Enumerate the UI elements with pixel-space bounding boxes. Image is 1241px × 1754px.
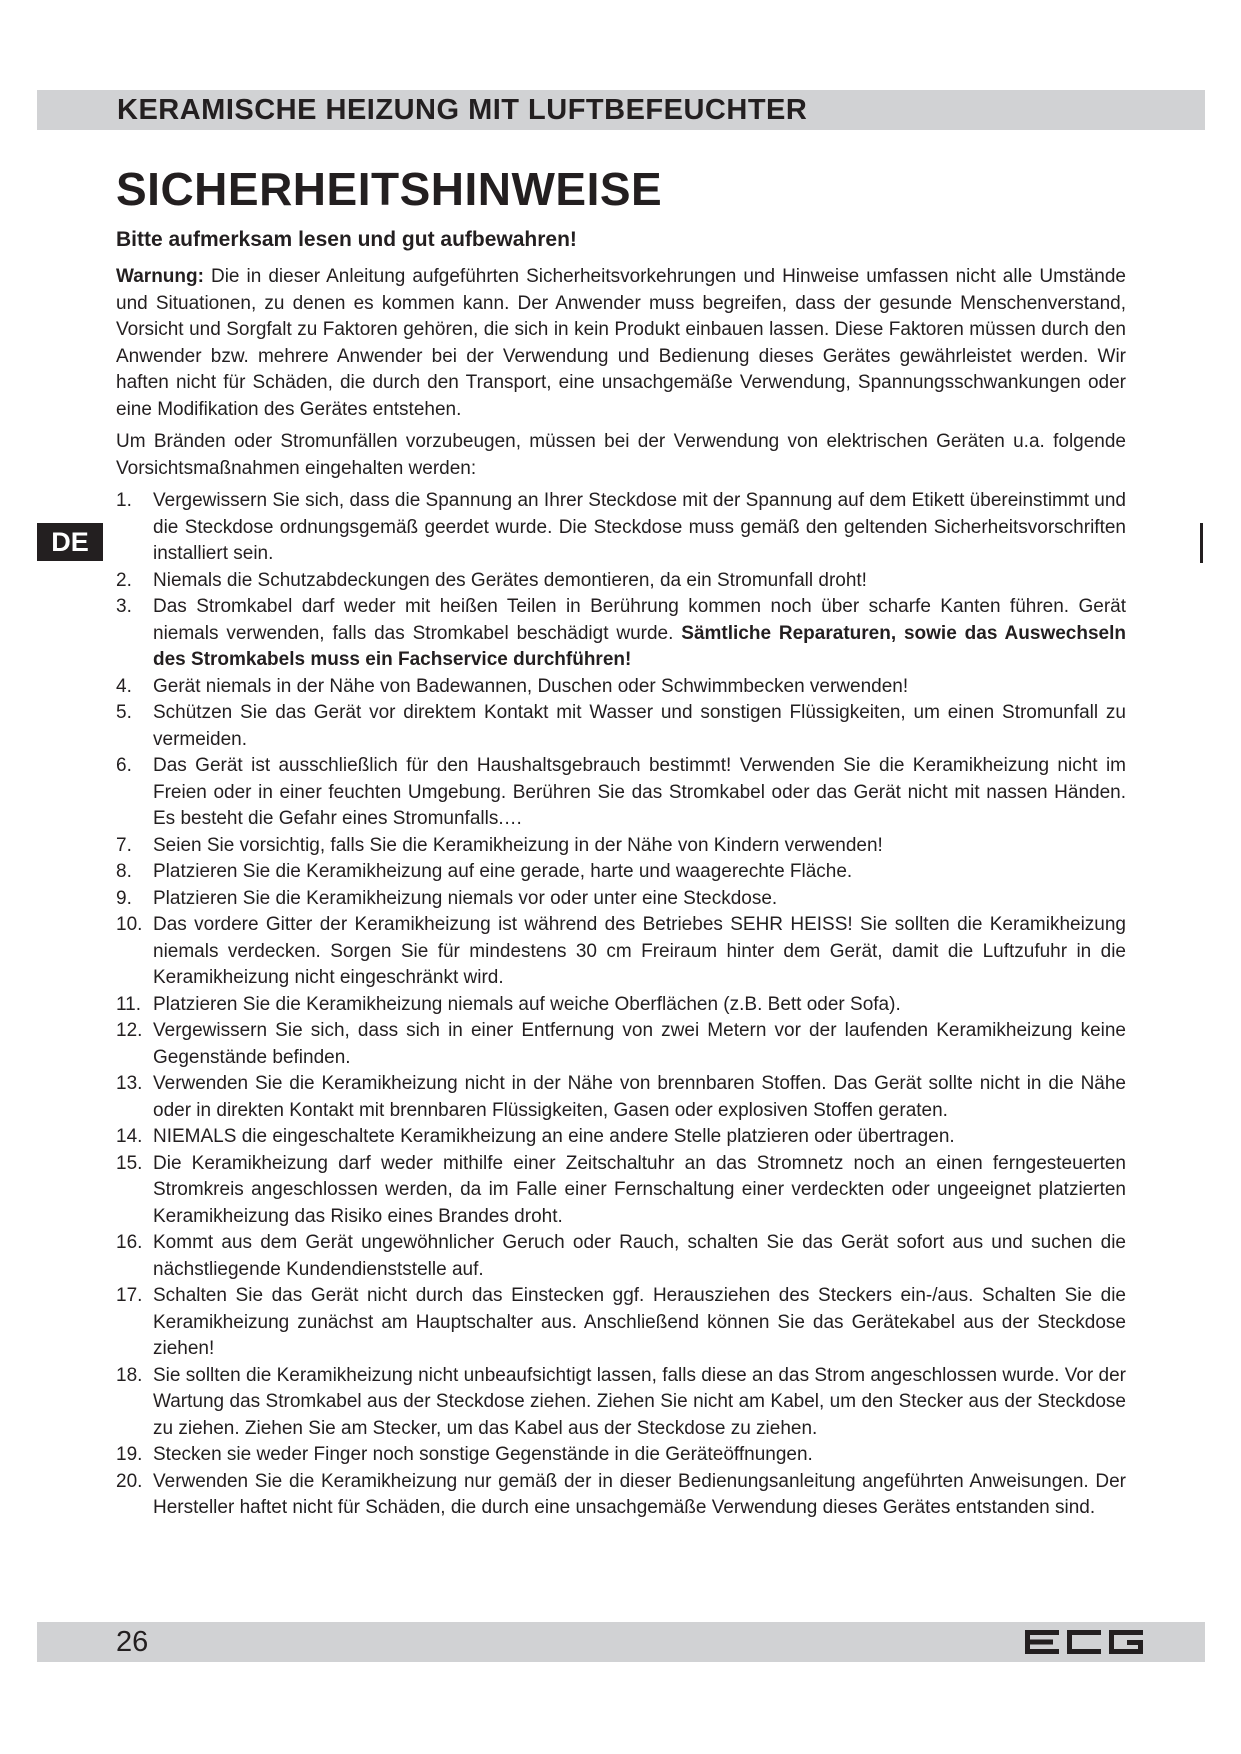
list-item-number: 17. — [116, 1285, 143, 1306]
list-item — [116, 1151, 1126, 1231]
list-item — [116, 1230, 1126, 1283]
list-item-text: Schalten Sie das Gerät nicht durch das Einstecken ggf. Herausziehen des Steckers ein-/aus. Schalten Sie die Keramikheizung zunächst am Hauptschalter aus. Anschließend können Sie das Gerätekabel aus der Steckdose ziehen! — [153, 1285, 1126, 1359]
list-item-text: Stecken sie weder Finger noch sonstige Gegenstände in die Geräteöffnungen. — [153, 1444, 813, 1465]
safety-rules-list — [116, 488, 1126, 1522]
list-item — [116, 1363, 1126, 1443]
content-body — [116, 264, 1126, 1522]
warning-text: Die in dieser Anleitung aufgeführten Sicherheitsvorkehrungen und Hinweise umfassen nicht alle Umstände und Situationen, zu denen es kommen kann. Der Anwender muss begreifen, dass der gesunde Menschenverstand, Vorsicht und Sorgfalt zu Faktoren gehören, die sich in kein Produkt einbauen lassen. Diese Faktoren müssen durch den Anwender bzw. mehrere Anwender bei der Verwendung und Bedienung dieses Gerätes gewährleistet werden. Wir haften nicht für Schäden, die durch den Transport, eine unsachgemäße Verwendung, Spannungsschwankungen oder eine Modifikation des Gerätes entstehen. — [116, 266, 1126, 420]
list-item-text: NIEMALS die eingeschaltete Keramikheizung an eine andere Stelle platzieren oder übertragen. — [153, 1126, 955, 1147]
list-item — [116, 594, 1126, 674]
warning-paragraph — [116, 264, 1126, 423]
list-item — [116, 1442, 1126, 1469]
list-item-number: 3. — [116, 596, 132, 617]
list-item-number: 6. — [116, 755, 132, 776]
list-item-text: Gerät niemals in der Nähe von Badewannen, Duschen oder Schwimmbecken verwenden! — [153, 675, 909, 697]
list-item-number: 15. — [116, 1152, 143, 1174]
page-edge-marker — [1200, 523, 1203, 563]
list-item-text: Sie sollten die Keramikheizung nicht unbeaufsichtigt lassen, falls diese an das Strom angeschlossen wurde. Vor der Wartung das Stromkabel aus der Steckdose ziehen. Ziehen Sie nicht am Kabel, um den Stecker aus der Steckdose zu ziehen. Ziehen Sie am Stecker, um das Kabel aus der Steckdose zu ziehen. — [153, 1364, 1126, 1439]
list-item-text: Verwenden Sie die Keramikheizung nur gemäß der in dieser Bedienungsanleitung angeführten Anweisungen. Der Hersteller haftet nicht für Schäden, die durch eine unsachgemäße Verwendung dieses Gerätes entstanden sind. — [153, 1470, 1126, 1518]
list-item-number: 10. — [116, 914, 143, 935]
list-item-number: 19. — [116, 1444, 143, 1465]
list-item — [116, 700, 1126, 753]
list-item — [116, 1283, 1126, 1363]
list-item — [116, 859, 1126, 886]
list-item — [116, 1469, 1126, 1522]
list-item-number: 7. — [116, 834, 132, 856]
list-item-number: 12. — [116, 1020, 143, 1041]
list-item — [116, 488, 1126, 568]
list-item-bold-text: Sämtliche Reparaturen, sowie das Auswechseln des Stromkabels muss ein Fachservice durchführen! — [153, 622, 1126, 670]
list-item-text: Die Keramikheizung darf weder mithilfe einer Zeitschaltuhr an das Stromnetz noch an einen ferngesteuerten Stromkreis angeschlossen werden, da im Falle einer Fernschaltung einer verdeckten oder ungeeignet platzierten Keramikheizung das Risiko eines Brandes droht. — [153, 1152, 1126, 1227]
page-number: 26 — [116, 1626, 149, 1658]
list-item — [116, 568, 1126, 595]
list-item-text: Schützen Sie das Gerät vor direktem Kontakt mit Wasser und sonstigen Flüssigkeiten, um einen Stromunfall zu vermeiden. — [153, 702, 1126, 750]
list-item-number: 20. — [116, 1470, 143, 1492]
list-item — [116, 833, 1126, 860]
list-item-text: Verwenden Sie die Keramikheizung nicht in der Nähe von brennbaren Stoffen. Das Gerät sollte nicht in die Nähe oder in direkten Kontakt mit brennbaren Flüssigkeiten, Gasen oder explosiven Stoffen geraten. — [153, 1073, 1126, 1121]
list-item-number: 9. — [116, 887, 132, 909]
list-item — [116, 1018, 1126, 1071]
list-item — [116, 1071, 1126, 1124]
list-item-text: Platzieren Sie die Keramikheizung niemals auf weiche Oberflächen (z.B. Bett oder Sofa). — [153, 993, 901, 1015]
list-item-number: 13. — [116, 1073, 143, 1094]
list-item-text: Platzieren Sie die Keramikheizung auf eine gerade, harte und waagerechte Fläche. — [153, 861, 853, 882]
list-item-number: 2. — [116, 569, 132, 591]
list-item-number: 14. — [116, 1126, 143, 1147]
list-item-text: Das Gerät ist ausschließlich für den Haushaltsgebrauch bestimmt! Verwenden Sie die Keramikheizung nicht im Freien oder in einer feuchten Umgebung. Berühren Sie das Stromkabel oder das Gerät nicht mit nassen Händen. Es besteht die Gefahr eines Stromunfalls.… — [153, 755, 1126, 829]
list-item — [116, 992, 1126, 1019]
list-item-text: Das Stromkabel darf weder mit heißen Teilen in Berührung kommen noch über scharfe Kanten führen. Gerät niemals verwenden, falls das Stromkabel beschädigt wurde. — [153, 596, 1126, 644]
list-item — [116, 912, 1126, 992]
footer-band — [37, 1622, 1205, 1662]
list-item-number: 16. — [116, 1232, 143, 1253]
list-item-text: Vergewissern Sie sich, dass die Spannung an Ihrer Steckdose mit der Spannung auf dem Etikett übereinstimmt und die Steckdose ordnungsgemäß geerdet wurde. Die Steckdose muss gemäß den geltenden Sicherheitsvorschriften installiert sein. — [153, 490, 1126, 564]
product-title: KERAMISCHE HEIZUNG MIT LUFTBEFEUCHTER — [117, 94, 808, 126]
list-item-text: Platzieren Sie die Keramikheizung niemals vor oder unter eine Steckdose. — [153, 887, 778, 909]
list-item-number: 11. — [116, 993, 142, 1015]
intro-paragraph: Um Bränden oder Stromunfällen vorzubeugen, müssen bei der Verwendung von elektrischen Geräten u.a. folgende Vorsichtsmaßnahmen eingehalten werden: — [116, 431, 1126, 479]
list-item-text: Niemals die Schutzabdeckungen des Gerätes demontieren, da ein Stromunfall droht! — [153, 569, 867, 591]
list-item-text: Das vordere Gitter der Keramikheizung ist während des Betriebes SEHR HEISS! Sie sollten die Keramikheizung niemals verdecken. Sorgen Sie für mindestens 30 cm Freiraum hinter dem Gerät, damit die Luftzufuhr in die Keramikheizung nicht eingeschränkt wird. — [153, 914, 1126, 988]
subtitle: Bitte aufmerksam lesen und gut aufbewahren! — [116, 228, 577, 251]
list-item-number: 8. — [116, 861, 132, 882]
language-tab: DE — [37, 523, 103, 561]
header-band — [37, 90, 1205, 130]
page-title: SICHERHEITSHINWEISE — [116, 163, 663, 215]
list-item — [116, 1124, 1126, 1151]
list-item-text: Seien Sie vorsichtig, falls Sie die Keramikheizung in der Nähe von Kindern verwenden! — [153, 834, 883, 856]
list-item-text: Vergewissern Sie sich, dass sich in einer Entfernung von zwei Metern vor der laufenden Keramikheizung keine Gegenstände befinden. — [153, 1020, 1126, 1068]
ecg-logo — [1025, 1630, 1143, 1654]
warning-label: Warnung: — [116, 266, 204, 287]
list-item — [116, 753, 1126, 833]
list-item-number: 1. — [116, 490, 132, 511]
list-item-number: 18. — [116, 1364, 143, 1386]
list-item-number: 5. — [116, 702, 132, 723]
list-item-text: Kommt aus dem Gerät ungewöhnlicher Geruch oder Rauch, schalten Sie das Gerät sofort aus und suchen die nächstliegende Kundendienststelle auf. — [153, 1232, 1126, 1280]
list-item — [116, 886, 1126, 913]
list-item-number: 4. — [116, 675, 132, 697]
list-item — [116, 674, 1126, 701]
